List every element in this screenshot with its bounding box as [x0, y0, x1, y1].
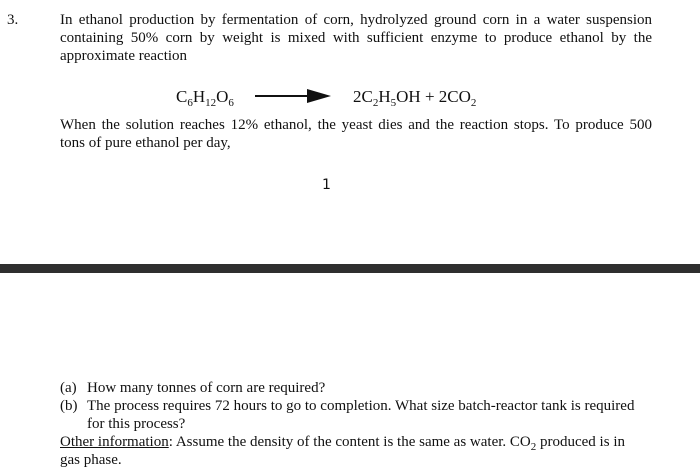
other-information-text: : Assume the density of the content is the same as water. CO: [168, 434, 531, 450]
question-b-marker: (b): [60, 398, 78, 414]
questions-list: [60, 379, 680, 469]
question-a-marker: (a): [60, 380, 77, 396]
question-b: [60, 397, 680, 433]
other-information-label: Other information: [60, 434, 169, 450]
problem-condition: [60, 116, 660, 152]
problem-intro: [60, 11, 660, 65]
question-a: [60, 379, 680, 397]
reaction-arrow-icon: [255, 89, 331, 103]
problem-number: 3.: [7, 12, 19, 28]
question-b-line-2: for this process?: [87, 416, 186, 432]
page-divider: [0, 264, 700, 273]
intro-line-3: approximate reaction: [60, 48, 188, 64]
page-number: 1: [322, 177, 331, 193]
other-information-text-end: produced is in: [536, 434, 625, 450]
other-information: [60, 433, 680, 469]
condition-line-2: tons of pure ethanol per day,: [60, 135, 231, 151]
intro-line-2: containing 50% corn by weight is mixed with sufficient enzyme to produce ethanol by the: [60, 30, 652, 46]
intro-line-1: In ethanol production by fermentation of corn, hydrolyzed ground corn in a water suspension: [60, 12, 652, 28]
question-b-line-1: The process requires 72 hours to go to completion. What size batch-reactor tank is required: [87, 398, 635, 414]
reactant-formula: $C_6H_{12}O_6$: [176, 87, 234, 109]
condition-line-1: When the solution reaches 12% ethanol, the yeast dies and the reaction stops. To produce 500: [60, 117, 652, 133]
other-information-line-2: gas phase.: [60, 452, 122, 468]
co2-subscript: 2: [530, 441, 537, 453]
products-formula: $2C_2H_5OH + 2CO_2$: [353, 87, 477, 109]
question-a-text: How many tonnes of corn are required?: [87, 380, 326, 396]
